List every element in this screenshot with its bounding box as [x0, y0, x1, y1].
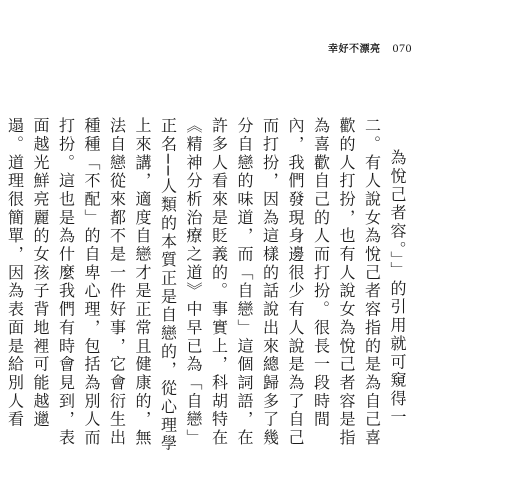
running-head	[328, 40, 412, 56]
body-text	[5, 117, 410, 457]
page-number: 070	[392, 41, 412, 55]
running-title: 幸好不漂亮	[328, 44, 381, 55]
paragraph: 為悅己者容。」」的引用就可窺得一二。有人說女為悅己者容指的是為自己喜歡的人打扮，也有人說女為悅己者容是指為喜歡自己的人而打扮。很長一段時間內，我們發現身邊很少有人說是為了自己而打扮，因為這樣的話說出來總歸多了幾分自戀的味道，而「自戀」這個詞語，在許多人看來是貶義的。事實上，科胡特在《精神分析治療之道》中早已為「自戀」正名──人類的本質正是自戀的，從心理學上來講，適度自戀才是正常且健康的，無法自戀從來都不是一件好事，它會衍生出種種「不配」的自卑心理，包括為別人而打扮。這也是為什麼我們有時會見到，表面越光鮮亮麗的女孩子背地裡可能越邋遢。道理很簡單，因為表面是給別人看	[5, 117, 407, 453]
